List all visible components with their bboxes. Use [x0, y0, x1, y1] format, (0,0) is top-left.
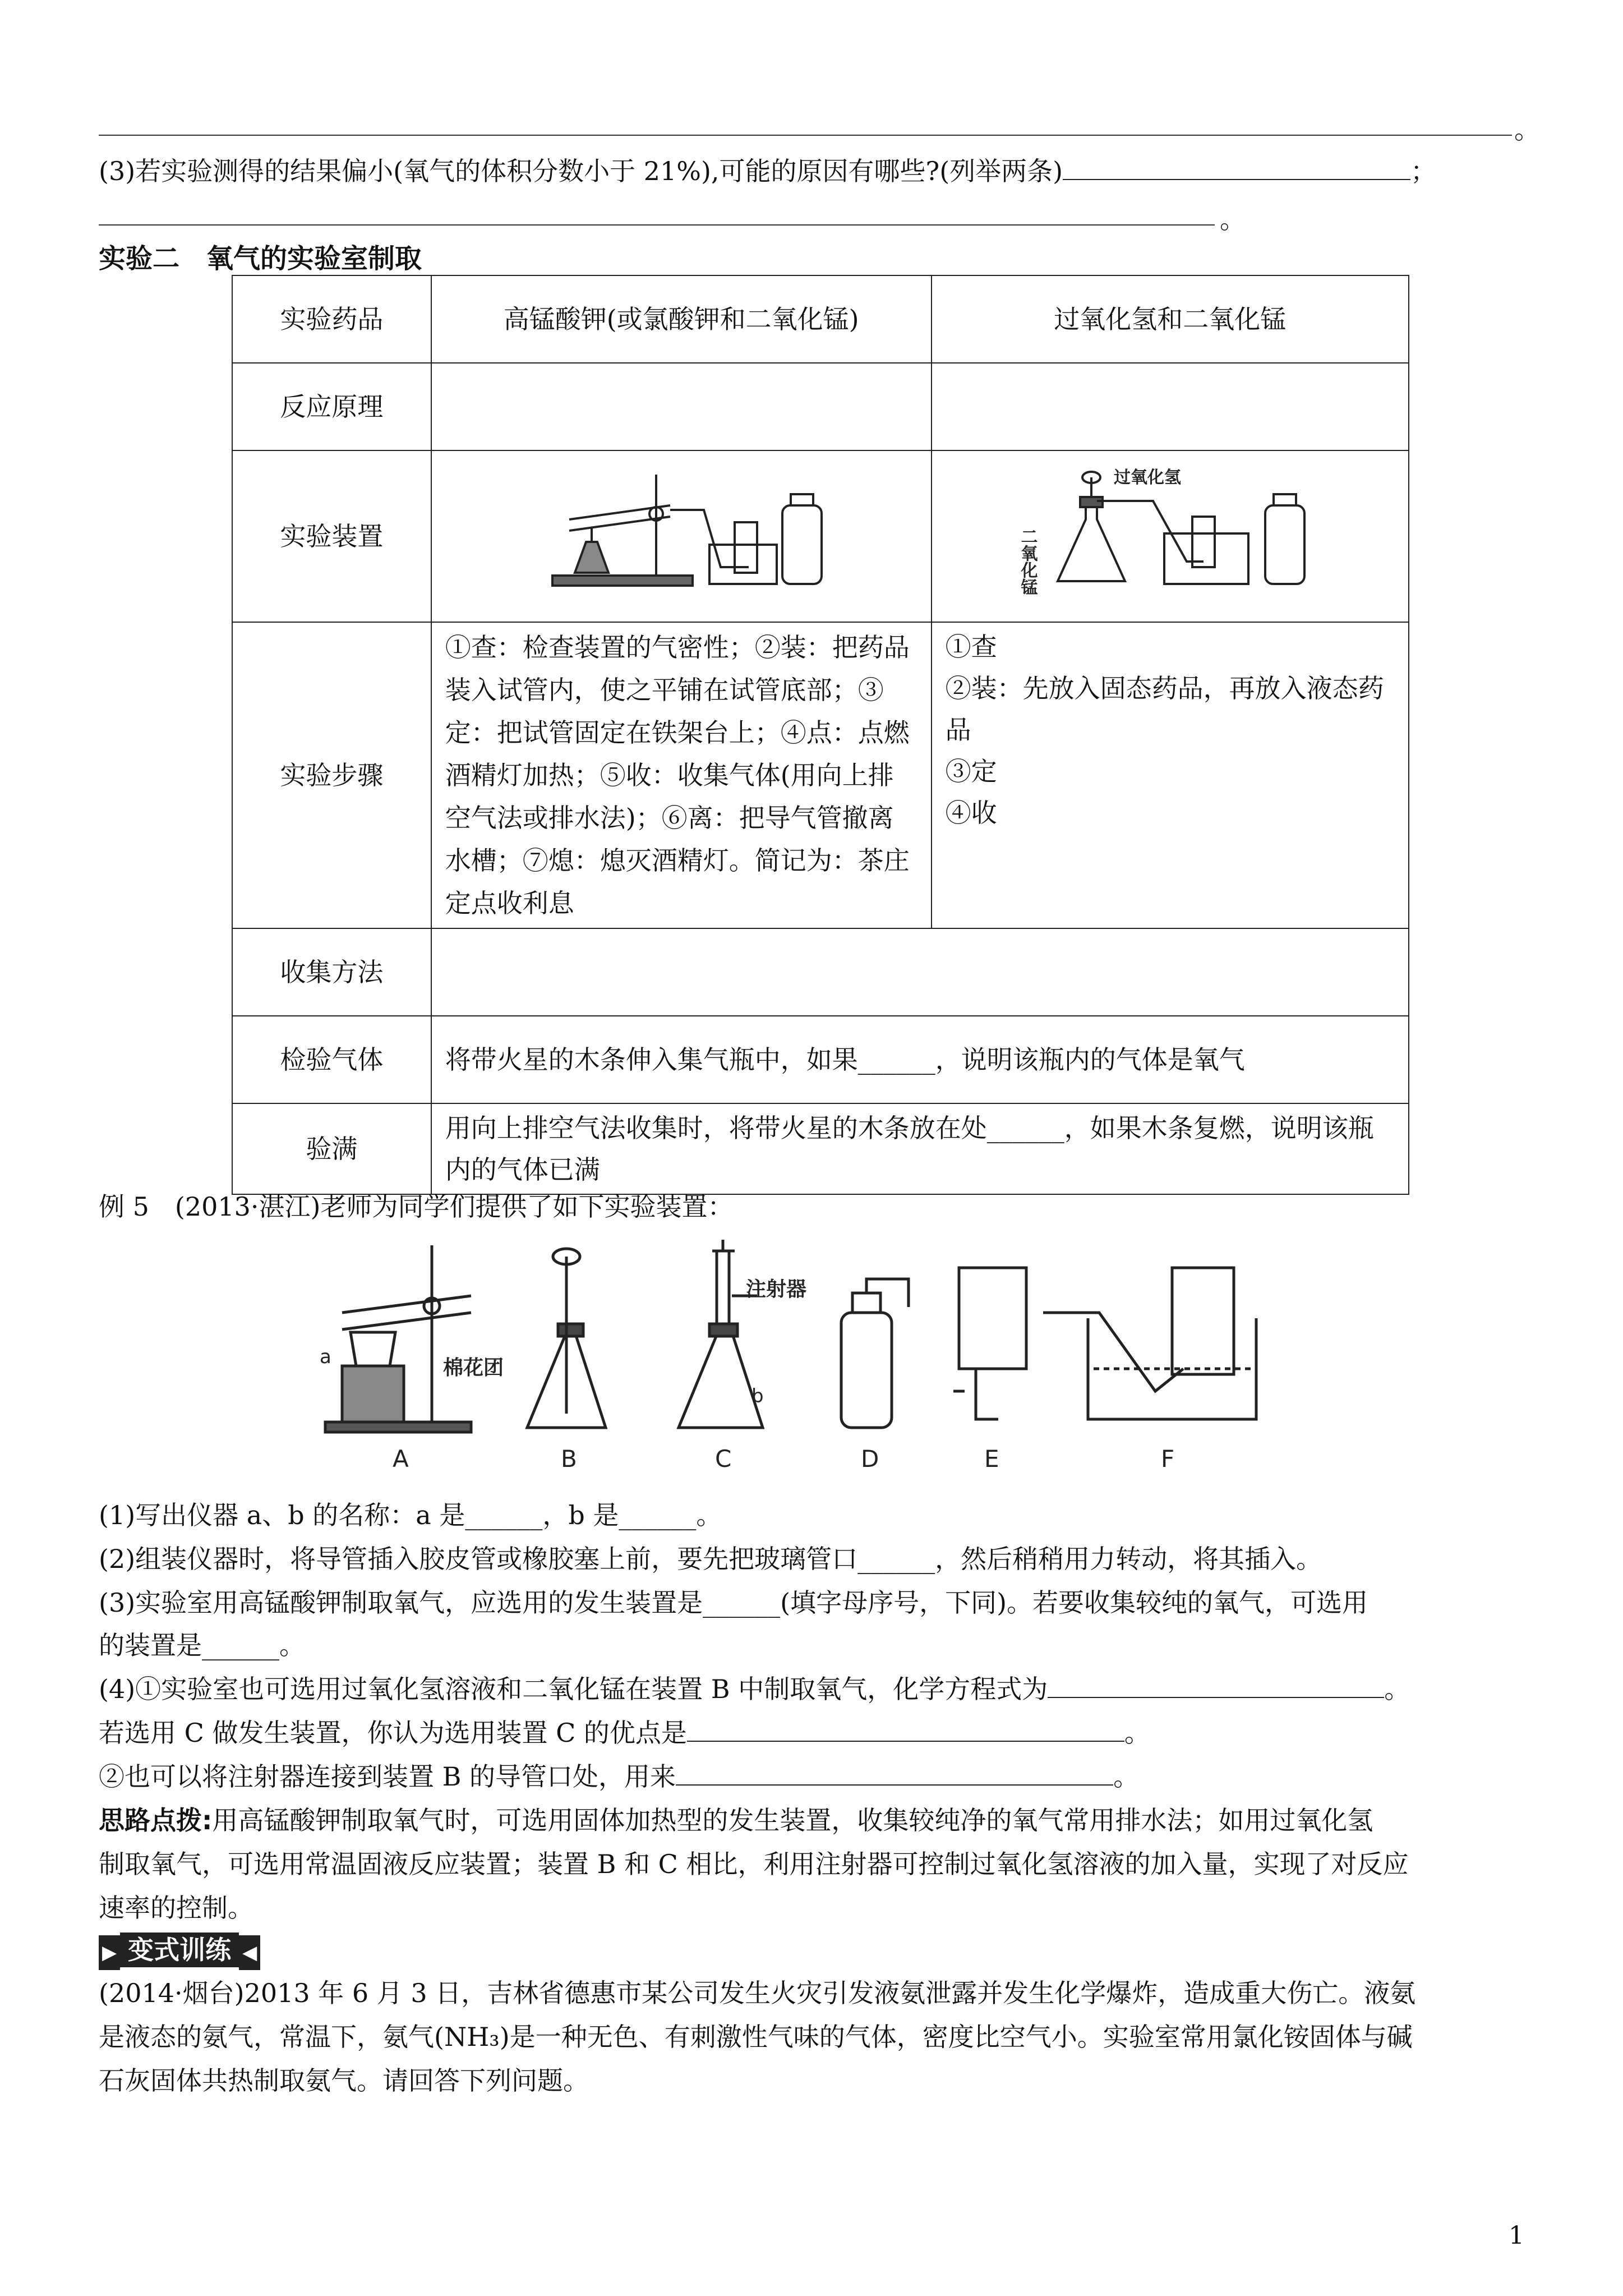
end-mark: 。 [1113, 1761, 1140, 1792]
question-4-line-2 [99, 1715, 1150, 1750]
question-4-text: (4)①实验室也可选用过氧化氢溶液和二氧化锰在装置 B 中制取氧气，化学方程式为 [99, 1674, 1048, 1704]
label-a-part: a [320, 1346, 331, 1368]
table-cell [431, 928, 1409, 1016]
row-header: 实验步骤 [232, 622, 431, 928]
question-4-text: ②也可以将注射器连接到装置 B 的导管口处，用来 [99, 1761, 676, 1792]
question-4-line-1 [99, 1672, 1410, 1706]
step-item: ③定 [945, 756, 997, 786]
row-header: 验满 [232, 1103, 431, 1194]
table-cell: ①查：检查装置的气密性；②装：把药品装入试管内，使之平铺在试管底部；③定：把试管固定在铁架台上；④点：点燃酒精灯加热；⑤收：收集气体(用向上排空气法或排水法)；⑥离：把导气管撤离水槽；⑦熄：熄灭酒精灯。简记为：茶庄定点收利息 [431, 622, 932, 928]
h2o2-label: 过氧化氢 [1114, 467, 1182, 487]
question-3-text: (3)若实验测得的结果偏小(氧气的体积分数小于 21%),可能的原因有哪些?(列举两条) [99, 156, 1063, 186]
answer-line-top [99, 135, 1512, 136]
table-cell: 过氧化氢和二氧化锰 [932, 275, 1409, 363]
label-a-device: A [393, 1445, 409, 1473]
table-cell [932, 450, 1409, 622]
variant-line-3: 石灰固体共热制取氨气。请回答下列问题。 [99, 2065, 589, 2096]
variant-badge: 变式训练 [120, 1932, 239, 1967]
hint-line-2: 制取氧气，可选用常温固液反应装置；装置 B 和 C 相比，利用注射器可控制过氧化氢溶液的加入量，实现了对反应 [99, 1849, 1409, 1879]
mno2-label: 二氧化锰 [1017, 527, 1038, 595]
table-cell: 用向上排空气法收集时，将带火星的木条放在处______，如果木条复燃，说明该瓶内的气体已满 [431, 1103, 1409, 1194]
row-header: 检验气体 [232, 1016, 431, 1103]
question-3-line-1: (3)实验室用高锰酸钾制取氧气，应选用的发生装置是______(填字母序号，下同)。若要收集较纯的氧气，可选用 [99, 1588, 1368, 1618]
step-item: ①查 [945, 632, 997, 662]
label-d-device: D [861, 1445, 879, 1473]
answer-blank [1063, 157, 1410, 180]
cotton-label: 棉花团 [443, 1356, 504, 1379]
step-item: ②装：先放入固态药品，再放入液态药品 [945, 673, 1384, 745]
decomposition-apparatus-figure [1017, 461, 1316, 601]
page-number: 1 [1509, 2221, 1524, 2250]
hint-line-3: 速率的控制。 [99, 1893, 253, 1923]
row-header: 实验装置 [232, 450, 431, 622]
variant-line-2: 是液态的氨气，常温下，氨气(NH₃)是一种无色、有刺激性气味的气体，密度比空气小。实验室常用氯化铵固体与碱 [99, 2022, 1413, 2052]
table-row [232, 928, 1409, 1016]
question-4-text: 若选用 C 做发生装置，你认为选用装置 C 的优点是 [99, 1718, 687, 1748]
table-row [232, 275, 1409, 363]
table-cell: 高锰酸钾(或氯酸钾和二氧化锰) [431, 275, 932, 363]
row-header: 反应原理 [232, 363, 431, 450]
label-b-part: b [751, 1385, 764, 1407]
example-5-intro: 例 5 (2013·湛江)老师为同学们提供了如下实验装置： [99, 1191, 734, 1222]
table-cell [932, 363, 1409, 450]
hint-label: 思路点拨: [99, 1805, 213, 1835]
label-c-device: C [715, 1445, 732, 1473]
table-row [232, 363, 1409, 450]
row-header: 实验药品 [232, 275, 431, 363]
end-mark: 。 [1220, 204, 1246, 234]
question-2: (2)组装仪器时，将导管插入胶皮管或橡胶塞上前，要先把玻璃管口______，然后稍稍用力转动，将其插入。 [99, 1544, 1322, 1574]
end-mark: 。 [1514, 114, 1540, 145]
label-e-device: E [984, 1445, 999, 1473]
hint-text: 用高锰酸钾制取氧气时，可选用固体加热型的发生装置，收集较纯净的氧气常用排水法；如用过氧化氢 [212, 1805, 1373, 1835]
table-cell [431, 450, 932, 622]
answer-blank [687, 1718, 1124, 1742]
label-b-device: B [561, 1445, 577, 1473]
end-mark: 。 [1384, 1674, 1410, 1704]
row-header: 收集方法 [232, 928, 431, 1016]
table-cell [932, 622, 1409, 928]
table-row [232, 622, 1409, 928]
experiment-2-title: 实验二 氧气的实验室制取 [99, 243, 422, 274]
apparatus-figure [303, 1234, 1368, 1481]
table-row [232, 1016, 1409, 1103]
separator-mark: ； [1410, 156, 1437, 186]
table-row [232, 450, 1409, 622]
question-3 [99, 154, 1436, 188]
table-cell: 将带火星的木条伸入集气瓶中，如果______，说明该瓶内的气体是氧气 [431, 1016, 1409, 1103]
variant-heading [99, 1932, 260, 1970]
hint-line-1 [99, 1803, 1373, 1838]
question-3-line-2: 的装置是______。 [99, 1630, 305, 1660]
step-item: ④收 [945, 798, 997, 828]
back-icon: ◀ [239, 1935, 260, 1970]
question-4-line-3 [99, 1759, 1139, 1794]
experiment-table [232, 275, 1409, 1195]
table-cell [431, 363, 932, 450]
play-icon: ▶ [99, 1935, 120, 1970]
question-1: (1)写出仪器 a、b 的名称：a 是______，b 是______。 [99, 1500, 722, 1530]
table-row [232, 1103, 1409, 1194]
variant-line-1: (2014·烟台)2013 年 6 月 3 日，吉林省德惠市某公司发生火灾引发液氨泄露并发生化学爆炸，造成重大伤亡。液氨 [99, 1978, 1416, 2008]
answer-blank [676, 1762, 1113, 1786]
syringe-label: 注射器 [746, 1278, 807, 1301]
heating-apparatus-figure [536, 461, 827, 601]
answer-blank [1048, 1674, 1384, 1698]
label-f-device: F [1161, 1445, 1175, 1473]
end-mark: 。 [1124, 1718, 1150, 1748]
answer-line [99, 224, 1215, 226]
